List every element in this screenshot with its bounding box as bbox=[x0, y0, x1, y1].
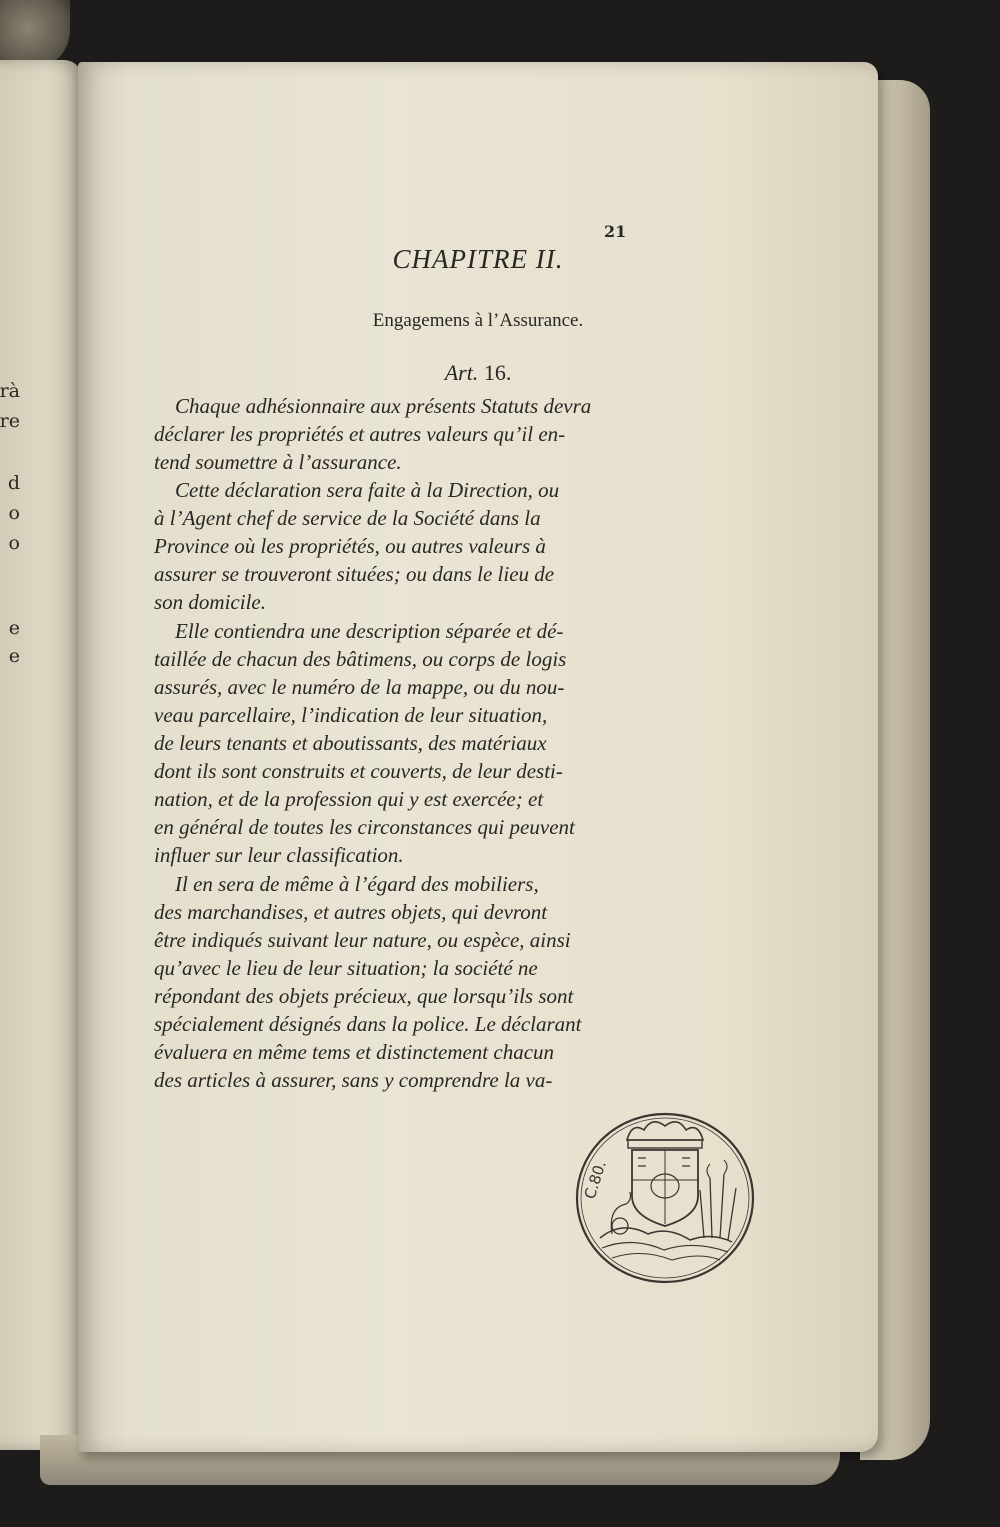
text-line: des articles à assurer, sans y comprendre la va- bbox=[154, 1068, 553, 1092]
svg-text:C.80.: C.80. bbox=[580, 1158, 610, 1202]
article-heading bbox=[78, 360, 878, 386]
text-line: déclarer les propriétés et autres valeurs qu’il en- bbox=[154, 422, 566, 446]
facing-page-fragment: rà bbox=[0, 380, 20, 402]
text-line: veau parcellaire, l’indication de leur situation, bbox=[154, 703, 548, 727]
text-line: évaluera en même tems et distinctement chacun bbox=[154, 1040, 555, 1064]
text-line: influer sur leur classification. bbox=[154, 843, 404, 867]
facing-page-fragment: re bbox=[0, 410, 20, 432]
text-line: dont ils sont construits et couverts, de leur desti- bbox=[154, 759, 563, 783]
text-line: son domicile. bbox=[154, 590, 266, 614]
facing-page bbox=[0, 60, 82, 1450]
text-line: à l’Agent chef de service de la Société dans la bbox=[154, 506, 541, 530]
text-line: être indiqués suivant leur nature, ou espèce, ainsi bbox=[154, 928, 571, 952]
facing-page-fragment: o bbox=[8, 502, 20, 524]
text-line: spécialement désignés dans la police. Le déclarant bbox=[154, 1012, 582, 1036]
stamp-emblem-icon bbox=[572, 1108, 758, 1288]
text-line: des marchandises, et autres objets, qui devront bbox=[154, 900, 548, 924]
text-line: Elle contiendra une description séparée et dé- bbox=[175, 619, 564, 643]
text-line: qu’avec le lieu de leur situation; la société ne bbox=[154, 956, 538, 980]
text-line: taillée de chacun des bâtimens, ou corps de logis bbox=[154, 647, 567, 671]
text-line: assurer se trouveront situées; ou dans le lieu de bbox=[154, 562, 555, 586]
chapter-heading: CHAPITRE II. bbox=[392, 244, 564, 274]
document-page bbox=[78, 62, 878, 1452]
article-number: 16. bbox=[483, 360, 512, 385]
text-line: tend soumettre à l’assurance. bbox=[154, 450, 402, 474]
page-number: 21 bbox=[604, 222, 627, 241]
text-line: Chaque adhésionnaire aux présents Statuts devra bbox=[175, 394, 592, 418]
section-subtitle: Engagemens à l’Assurance. bbox=[372, 310, 584, 331]
text-line: répondant des objets précieux, que lorsqu’ils sont bbox=[154, 984, 574, 1008]
text-line: assurés, avec le numéro de la mappe, ou du nou- bbox=[154, 675, 565, 699]
facing-page-fragment: o bbox=[8, 532, 20, 554]
article-label: Art. bbox=[444, 360, 479, 385]
facing-page-fragment: e bbox=[8, 645, 20, 667]
library-stamp bbox=[572, 1108, 758, 1293]
text-line: Cette déclaration sera faite à la Direction, ou bbox=[175, 478, 560, 502]
text-line: de leurs tenants et aboutissants, des matériaux bbox=[154, 731, 547, 755]
text-line: Province où les propriétés, ou autres valeurs à bbox=[154, 534, 546, 558]
facing-page-fragment: e bbox=[8, 617, 20, 639]
text-line: en général de toutes les circonstances qui peuvent bbox=[154, 815, 575, 839]
text-line: Il en sera de même à l’égard des mobiliers, bbox=[175, 872, 539, 896]
text-line: nation, et de la profession qui y est exercée; et bbox=[154, 787, 544, 811]
facing-page-fragment: d bbox=[7, 472, 20, 494]
